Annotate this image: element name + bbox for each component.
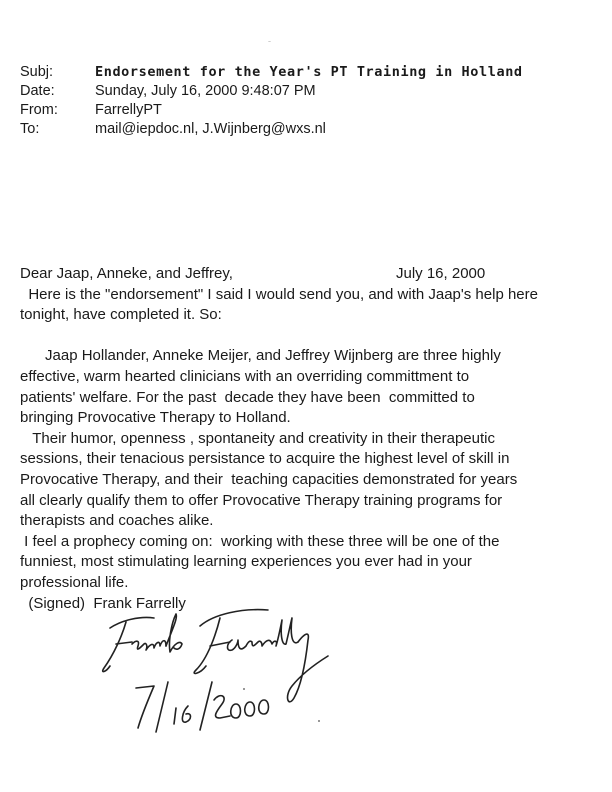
to-label: To: [20,121,40,137]
paragraph-line: effective, warm hearted clinicians with an overriding committment to [20,367,470,385]
scan-speck [243,688,245,690]
salutation-line [20,264,610,285]
paragraph-line: Their humor, openness , spontaneity and creativity in their therapeutic [20,429,495,447]
paragraph-line: Provocative Therapy, and their teaching capacities demonstrated for years [20,470,518,488]
from-value: FarrellyPT [95,102,162,118]
paragraph-line: professional life. [20,573,129,591]
signed-line: (Signed) Frank Farrelly [20,594,186,612]
paragraph-line: therapists and coaches alike. [20,512,214,530]
handwritten-signature [96,600,356,750]
scan-speck [318,720,320,722]
intro-line: Here is the "endorsement" I said I would send you, and with Jaap's help here [20,285,538,303]
to-value: mail@iepdoc.nl, J.Wijnberg@wxs.nl [95,121,326,137]
paragraph-line: bringing Provocative Therapy to Holland. [20,409,291,427]
paragraph-line: patients' welfare. For the past decade they have been committed to [20,388,475,406]
paragraph-line: I feel a prophecy coming on: working with these three will be one of the [20,532,500,550]
subject-value: Endorsement for the Year's PT Training in Holland [95,64,523,80]
letter-body [20,264,610,614]
subject-label: Subj: [20,64,54,80]
scan-speck [268,41,271,42]
salutation: Dear Jaap, Anneke, and Jeffrey, [20,265,233,282]
paragraph-line: funniest, most stimulating learning experiences you ever had in your [20,553,472,571]
intro-line: tonight, have completed it. So: [20,306,222,324]
paragraph-line: all clearly qualify them to offer Provocative Therapy training programs for [20,491,503,509]
from-label: From: [20,102,58,118]
paragraph-line: Jaap Hollander, Anneke Meijer, and Jeffrey Wijnberg are three highly [20,347,501,365]
date-value: Sunday, July 16, 2000 9:48:07 PM [95,83,316,99]
letter-date: July 16, 2000 [396,265,486,282]
paragraph-line: sessions, their tenacious persistance to acquire the highest level of skill in [20,450,510,468]
date-label: Date: [20,83,55,99]
